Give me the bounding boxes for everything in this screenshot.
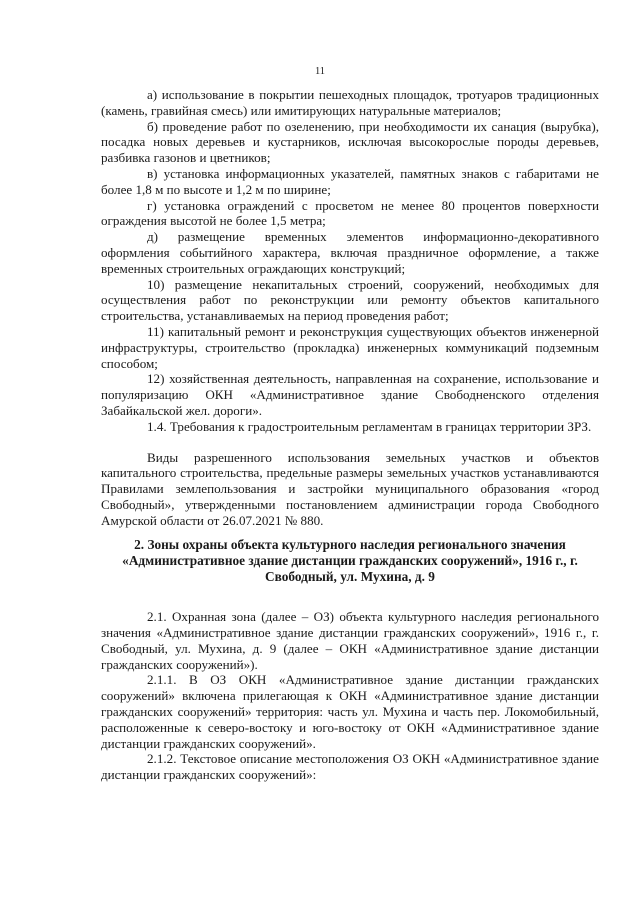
clause-2-1-1-territory: 2.1.1. В ОЗ ОКН «Административное здание дистанции гражданских сооружений» включена прилегающая к ОКН «Административное здание дистанции гражданских сооружений» территория: часть ул. Мухина и часть пер. Локомобильный, расположенные к северо-востоку и юго-востоку от ОКН «Административное здание дистанции гражданских сооружений».	[101, 672, 599, 751]
section-heading: 2. Зоны охраны объекта культурного наследия регионального значения «Административное здание дистанции гражданских сооружений», 1916 г., г. Свободный, ул. Мухина, д. 9	[122, 536, 578, 584]
page-number: 11	[314, 66, 326, 77]
list-item-12-economic-activity: 12) хозяйственная деятельность, направленная на сохранение, использование и популяризацию ОКН «Административное здание Свободненского отделения Забайкальской жел. дороги».	[101, 371, 599, 418]
clause-2-1-2-description: 2.1.2. Текстовое описание местоположения ОЗ ОКН «Административное здание дистанции гражданских сооружений»:	[101, 751, 599, 783]
list-item-a-paving: а) использование в покрытии пешеходных площадок, тротуаров традиционных (камень, гравийная смесь) или имитирующих натуральные материалов;	[101, 87, 599, 118]
list-item-d-decorations: д) размещение временных элементов информационно-декоративного оформления событийного характера, включая праздничное оформление, а также временных строительных ограждающих конструкций;	[101, 229, 599, 276]
list-item-b-landscaping: б) проведение работ по озеленению, при необходимости их санация (вырубка), посадка новых деревьев и кустарников, исключая высокорослые породы деревьев, разбивка газонов и цветников;	[101, 118, 599, 166]
clause-2-1-protection-zone: 2.1. Охранная зона (далее – ОЗ) объекта культурного наследия регионального значения «Административное здание дистанции гражданских сооружений», 1916 г., г. Свободный, ул. Мухина, д. 9 (далее – ОКН «Административное здание дистанции гражданских сооружений»).	[101, 609, 599, 672]
clause-permitted-use: Виды разрешенного использования земельных участков и объектов капитального строительства, предельные размеры земельных участков устанавливаются Правилами землепользования и застройки муниципального образования «город Свободный», утвержденными постановлением администрации города Свободного Амурской области от 26.07.2021 № 880.	[101, 449, 599, 528]
list-item-v-signs: в) установка информационных указателей, памятных знаков с габаритами не более 1,8 м по высоте и 1,2 м по ширине;	[101, 165, 599, 197]
list-item-10-temporary-structures: 10) размещение некапитальных строений, сооружений, необходимых для осуществления работ по реконструкции или ремонту объектов капитального строительства, устанавливаемых на период проведения работ;	[101, 276, 599, 324]
list-item-11-infrastructure-repair: 11) капитальный ремонт и реконструкция существующих объектов инженерной инфраструктуры, строительство (прокладка) инженерных коммуникаций подземным способом;	[101, 323, 599, 371]
document-body	[101, 87, 599, 783]
clause-1-4-requirements: 1.4. Требования к градостроительным регламентам в границах территории ЗРЗ.	[147, 418, 592, 434]
list-item-g-fences: г) установка ограждений с просветом не менее 80 процентов поверхности ограждения высотой не более 1,5 метра;	[101, 197, 599, 229]
